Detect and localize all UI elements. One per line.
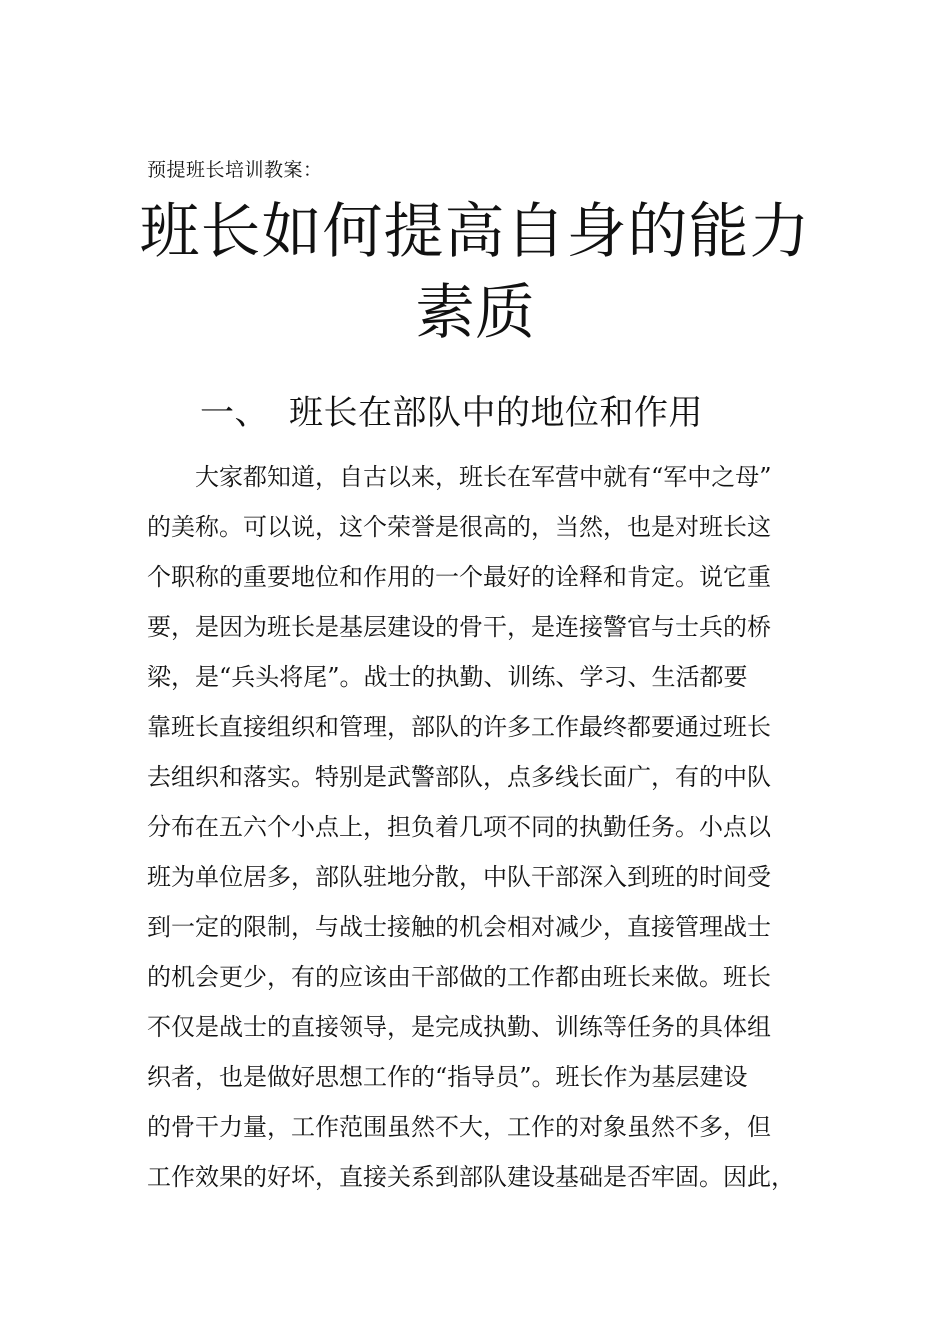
- document-subtitle: 预提班长培训教案：: [147, 159, 323, 181]
- section-number: 一、: [200, 393, 269, 433]
- paragraph-line: 班为单位居多，部队驻地分散，中队干部深入到班的时间受: [147, 863, 771, 891]
- paragraph-line: 到一定的限制，与战士接触的机会相对减少，直接管理战士: [147, 913, 771, 941]
- paragraph-line: 梁，是“兵头将尾”。战士的执勤、训练、学习、生活都要: [147, 663, 748, 691]
- paragraph-line: 的机会更少，有的应该由干部做的工作都由班长来做。班长: [147, 963, 771, 991]
- section-heading-text: 班长在部队中的地位和作用: [289, 393, 703, 433]
- paragraph-line: 个职称的重要地位和作用的一个最好的诠释和肯定。说它重: [147, 563, 771, 591]
- paragraph-line: 要，是因为班长是基层建设的骨干，是连接警官与士兵的桥: [147, 613, 771, 641]
- paragraph-line: 分布在五六个小点上，担负着几项不同的执勤任务。小点以: [147, 813, 771, 841]
- paragraph-line: 的骨干力量，工作范围虽然不大，工作的对象虽然不多，但: [147, 1113, 771, 1141]
- paragraph-line: 大家都知道，自古以来，班长在军营中就有“军中之母”: [147, 463, 772, 491]
- paragraph-line: 去组织和落实。特别是武警部队，点多线长面广，有的中队: [147, 763, 771, 791]
- paragraph-line: 不仅是战士的直接领导，是完成执勤、训练等任务的具体组: [147, 1013, 771, 1041]
- paragraph-line: 工作效果的好坏，直接关系到部队建设基础是否牢固。因此，: [147, 1163, 795, 1191]
- document-title-line-1: 班长如何提高自身的能力: [139, 197, 811, 267]
- paragraph-line: 的美称。可以说，这个荣誉是很高的，当然，也是对班长这: [147, 513, 771, 541]
- paragraph-line: 织者，也是做好思想工作的“指导员”。班长作为基层建设: [147, 1063, 748, 1091]
- section-heading: [200, 391, 703, 435]
- paragraph-line: 靠班长直接组织和管理，部队的许多工作最终都要通过班长: [147, 713, 771, 741]
- document-title-line-2: 素质: [415, 278, 535, 348]
